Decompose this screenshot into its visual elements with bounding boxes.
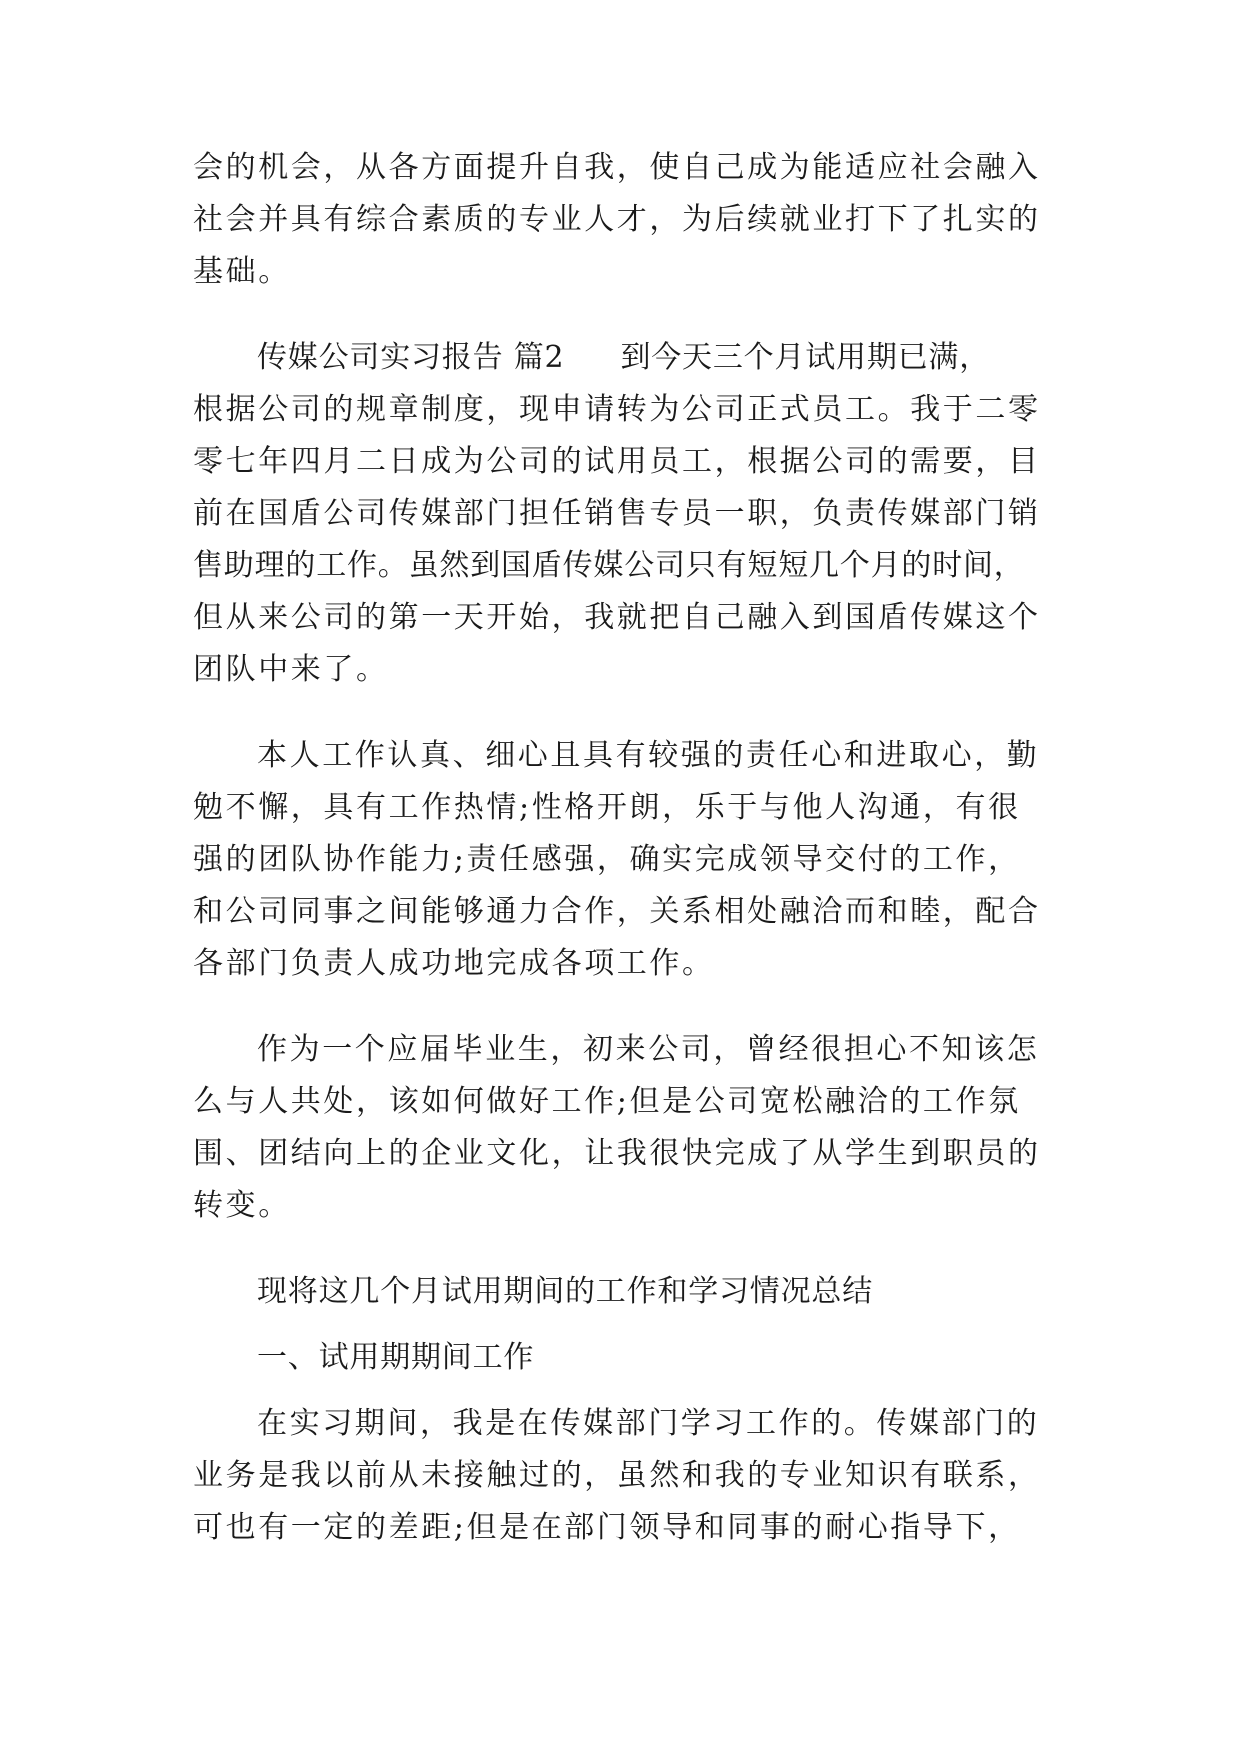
text-line: 会的机会，从各方面提升自我，使自己成为能适应社会融入 — [193, 150, 1041, 185]
text-line: 业务是我以前从未接触过的，虽然和我的专业知识有联系， — [193, 1458, 1041, 1493]
text-line: 一、试用期期间工作 — [257, 1340, 535, 1375]
text-line: 和公司同事之间能够通力合作，关系相处融洽而和睦，配合 — [193, 894, 1041, 929]
text-line: 围、团结向上的企业文化，让我很快完成了从学生到职员的 — [193, 1136, 1041, 1171]
text-line: 根据公司的规章制度，现申请转为公司正式员工。我于二零 — [193, 392, 1041, 427]
text-line: 零七年四月二日成为公司的试用员工，根据公司的需要，目 — [193, 444, 1041, 479]
text-line: 售助理的工作。虽然到国盾传媒公司只有短短几个月的时间， — [193, 548, 1025, 583]
text-line: 前在国盾公司传媒部门担任销售专员一职，负责传媒部门销 — [193, 496, 1041, 531]
text-line: 基础。 — [193, 254, 291, 289]
text-line: 社会并具有综合素质的专业人才，为后续就业打下了扎实的 — [193, 202, 1041, 237]
text-line: 在实习期间，我是在传媒部门学习工作的。传媒部门的 — [257, 1406, 1040, 1441]
text-line: 勉不懈，具有工作热情;性格开朗，乐于与他人沟通，有很 — [193, 790, 1021, 825]
section-heading: 传媒公司实习报告 篇2 — [257, 340, 565, 375]
text-line: 本人工作认真、细心且具有较强的责任心和进取心，勤 — [257, 738, 1040, 773]
section-heading-line — [257, 338, 1117, 378]
paragraph-start: 到今天三个月试用期已满， — [620, 340, 991, 375]
text-line: 强的团队协作能力;责任感强，确实完成领导交付的工作， — [193, 842, 1021, 877]
text-line: 现将这几个月试用期间的工作和学习情况总结 — [257, 1274, 873, 1309]
text-line: 么与人共处，该如何做好工作;但是公司宽松融洽的工作氛 — [193, 1084, 1021, 1119]
text-line: 各部门负责人成功地完成各项工作。 — [193, 946, 715, 981]
text-line: 作为一个应届毕业生，初来公司，曾经很担心不知该怎 — [257, 1032, 1040, 1067]
text-line: 团队中来了。 — [193, 652, 389, 687]
text-line: 可也有一定的差距;但是在部门领导和同事的耐心指导下， — [193, 1510, 1021, 1545]
text-line: 但从来公司的第一天开始，我就把自己融入到国盾传媒这个 — [193, 600, 1041, 635]
text-line: 转变。 — [193, 1188, 291, 1223]
